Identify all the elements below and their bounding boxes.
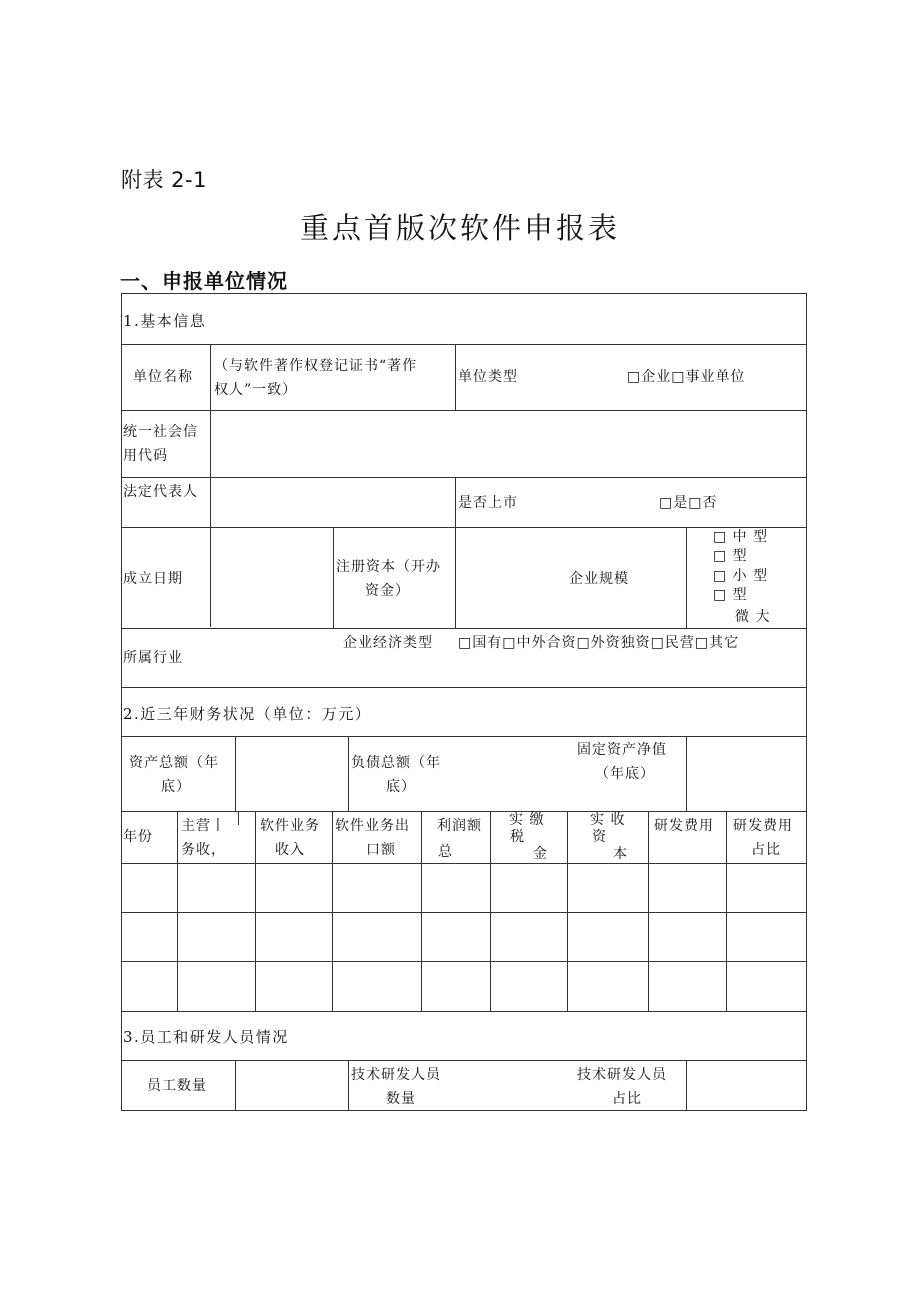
scale-option: □ 型	[713, 548, 748, 564]
grid-line	[686, 527, 687, 628]
credit-code-label: 统一社会信	[123, 424, 198, 440]
staff-count-label: 员工数量	[147, 1078, 207, 1094]
grid-line	[121, 344, 807, 345]
econ-type-options: □国有□中外合资□外资独资□民营□其它	[458, 635, 740, 651]
grid-line	[121, 527, 807, 528]
grid-line	[332, 811, 333, 1011]
grid-line	[121, 1011, 807, 1012]
grid-line	[121, 628, 807, 629]
legal-rep-label: 法定代表人	[123, 484, 198, 500]
application-form-table	[121, 293, 807, 1111]
total-assets-label: 资产总额（年	[129, 755, 219, 771]
col-profit: 总	[438, 844, 453, 860]
total-assets-label: 底）	[161, 779, 191, 795]
listed-label: 是否上市	[458, 495, 518, 511]
grid-line	[348, 736, 349, 811]
unit-name-label: 单位名称	[133, 369, 193, 385]
col-rd-ratio: 研发费用	[733, 818, 793, 834]
unit-name-hint: （与软件著作权登记证书“著作	[214, 358, 418, 374]
rd-staff-count-label: 技术研发人员	[351, 1067, 441, 1083]
grid-line	[806, 293, 807, 1111]
grid-line	[121, 863, 807, 864]
founded-label: 成立日期	[123, 571, 183, 587]
scale-option: 微 大	[735, 609, 771, 625]
fixed-assets-label: （年底）	[595, 766, 655, 782]
grid-line	[235, 736, 236, 811]
unit-name-hint: 权人”一致）	[214, 382, 298, 398]
grid-line	[121, 687, 807, 688]
grid-line	[121, 293, 807, 294]
scale-option: □ 型	[713, 587, 748, 603]
grid-line	[490, 811, 491, 1011]
col-rd-cost: 研发费用	[654, 818, 714, 834]
col-software-export: 口额	[366, 842, 396, 858]
grid-line	[333, 527, 334, 628]
col-main-revenue: 主营丨	[181, 818, 226, 834]
col-year: 年份	[123, 829, 153, 845]
finance-heading: 2.近三年财务状况（单位：万元）	[123, 705, 372, 723]
annex-label: 附表 2-1	[121, 168, 207, 192]
fixed-assets-label: 固定资产净值	[577, 742, 667, 758]
col-tax-paid: 税	[510, 829, 525, 845]
scale-label: 企业规模	[569, 571, 629, 587]
col-rd-ratio: 占比	[751, 842, 781, 858]
credit-code-label: 用代码	[123, 448, 168, 464]
econ-type-label: 企业经济类型	[343, 635, 433, 651]
grid-line	[455, 344, 456, 410]
col-software-revenue: 收入	[275, 842, 305, 858]
unit-type-options: □企业□事业单位	[627, 369, 746, 385]
rd-staff-ratio-label: 占比	[612, 1091, 642, 1107]
grid-line	[686, 1060, 687, 1110]
grid-line	[121, 1060, 807, 1061]
listed-options: □是□否	[659, 495, 718, 511]
grid-line	[121, 912, 807, 913]
col-paid-capital: 资	[592, 829, 607, 845]
grid-line	[210, 344, 211, 627]
grid-line	[238, 811, 239, 825]
col-software-revenue: 软件业务	[260, 818, 320, 834]
grid-line	[235, 1060, 236, 1110]
col-paid-capital: 实 收	[590, 812, 626, 828]
basic-info-heading: 1.基本信息	[123, 312, 207, 330]
col-main-revenue: 务收，	[181, 842, 226, 858]
reg-capital-label: 资金）	[365, 583, 410, 599]
grid-line	[255, 811, 256, 1011]
scale-option: □ 小 型	[713, 568, 769, 584]
industry-label: 所属行业	[123, 650, 183, 666]
col-tax-paid: 金	[533, 846, 548, 862]
total-liab-label: 负债总额（年	[351, 755, 441, 771]
grid-line	[121, 1110, 807, 1111]
col-software-export: 软件业务出	[335, 818, 410, 834]
grid-line	[121, 293, 122, 1111]
grid-line	[567, 811, 568, 1011]
col-tax-paid: 实 缴	[509, 812, 545, 828]
grid-line	[348, 1060, 349, 1110]
grid-line	[121, 410, 807, 411]
form-title: 重点首版次软件申报表	[299, 211, 620, 245]
reg-capital-label: 注册资本（开办	[336, 559, 441, 575]
grid-line	[121, 961, 807, 962]
col-paid-capital: 本	[613, 846, 628, 862]
unit-type-label: 单位类型	[458, 369, 518, 385]
grid-line	[421, 811, 422, 1011]
scale-option: □ 中 型	[713, 529, 769, 545]
grid-line	[121, 477, 807, 478]
grid-line	[177, 811, 178, 1011]
rd-staff-ratio-label: 技术研发人员	[577, 1067, 667, 1083]
staff-heading: 3.员工和研发人员情况	[123, 1028, 289, 1046]
grid-line	[686, 736, 687, 811]
rd-staff-count-label: 数量	[386, 1091, 416, 1107]
grid-line	[455, 477, 456, 527]
col-profit: 利润额	[437, 818, 482, 834]
grid-line	[726, 811, 727, 1011]
grid-line	[121, 811, 807, 812]
total-liab-label: 底）	[386, 779, 416, 795]
grid-line	[648, 811, 649, 1011]
grid-line	[455, 527, 456, 628]
grid-line	[121, 736, 807, 737]
section-title: 一、申报单位情况	[120, 269, 288, 293]
